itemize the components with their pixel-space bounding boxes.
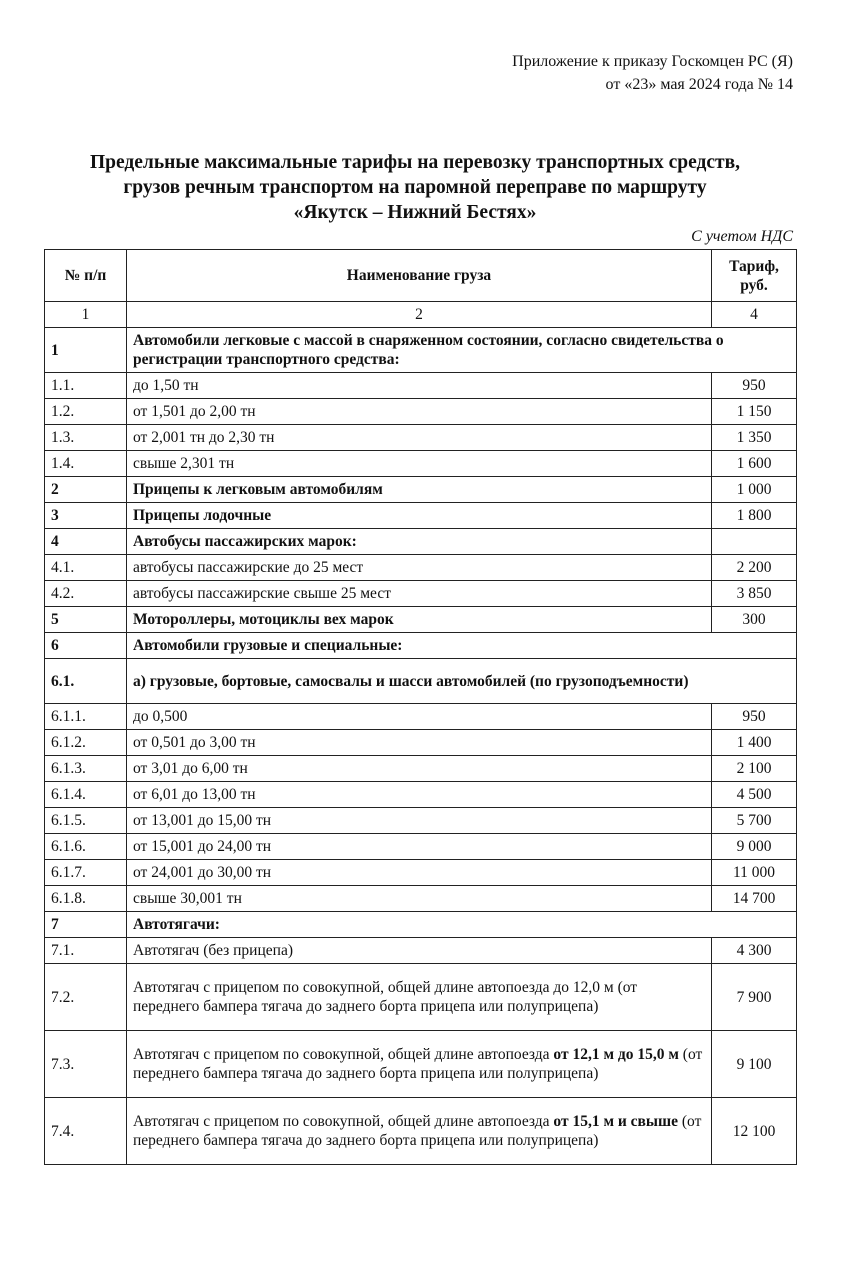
table-row — [45, 730, 797, 756]
row-num: 6.1. — [45, 659, 127, 704]
row-name: Автотягач с прицепом по совокупной, общей длине автопоезда до 12,0 м (от переднего бампера тягача до заднего борта прицепа или полуприцепа) — [127, 964, 712, 1031]
row-num: 6.1.2. — [45, 730, 127, 756]
column-number: 2 — [127, 302, 712, 328]
row-name: от 13,001 до 15,00 тн — [127, 808, 712, 834]
row-tariff: 950 — [712, 373, 797, 399]
table-row — [45, 633, 797, 659]
vat-note: С учетом НДС — [691, 228, 793, 245]
table-row — [45, 607, 797, 633]
header-name: Наименование груза — [127, 250, 712, 302]
table-row — [45, 886, 797, 912]
row-name-part: (от переднего бампера тягача до заднего борта прицепа или полуприцепа) — [133, 1113, 702, 1149]
header-tariff — [712, 250, 797, 302]
column-number-row — [45, 302, 797, 328]
row-tariff: 1 000 — [712, 477, 797, 503]
tariff-table — [44, 249, 797, 1165]
row-num: 6.1.8. — [45, 886, 127, 912]
table-header-row — [45, 250, 797, 302]
table-row — [45, 1098, 797, 1165]
table-row — [45, 808, 797, 834]
row-tariff: 9 000 — [712, 834, 797, 860]
column-number: 1 — [45, 302, 127, 328]
row-name: Автомобили грузовые и специальные: — [127, 633, 797, 659]
table-row — [45, 938, 797, 964]
row-name: Прицепы к легковым автомобилям — [127, 477, 712, 503]
table-row — [45, 451, 797, 477]
row-num: 1.3. — [45, 425, 127, 451]
row-num: 6.1.7. — [45, 860, 127, 886]
row-tariff — [712, 529, 797, 555]
row-name: от 6,01 до 13,00 тн — [127, 782, 712, 808]
title-line-3: «Якутск – Нижний Бестях» — [293, 202, 537, 223]
row-name: от 1,501 до 2,00 тн — [127, 399, 712, 425]
table-row — [45, 529, 797, 555]
row-tariff: 1 800 — [712, 503, 797, 529]
row-tariff: 1 600 — [712, 451, 797, 477]
table-row — [45, 477, 797, 503]
row-tariff: 2 200 — [712, 555, 797, 581]
row-tariff: 950 — [712, 704, 797, 730]
row-name-part: Автотягач с прицепом по совокупной, общей длине автопоезда — [133, 1046, 554, 1063]
row-name-part: Автотягач с прицепом по совокупной, общей длине автопоезда — [133, 1113, 554, 1130]
header-tariff-line-2: руб. — [740, 276, 768, 294]
row-num: 2 — [45, 477, 127, 503]
row-num: 6.1.4. — [45, 782, 127, 808]
row-name: Автобусы пассажирских марок: — [127, 529, 712, 555]
row-num: 7 — [45, 912, 127, 938]
table-row — [45, 1031, 797, 1098]
title-line-1: Предельные максимальные тарифы на перевозку транспортных средств, — [89, 152, 741, 173]
row-num: 1.4. — [45, 451, 127, 477]
row-name: до 1,50 тн — [127, 373, 712, 399]
header-num: № п/п — [45, 250, 127, 302]
document-title — [20, 150, 810, 225]
row-tariff: 5 700 — [712, 808, 797, 834]
table-row — [45, 912, 797, 938]
header-line-2: от «23» мая 2024 года № 14 — [605, 76, 793, 93]
table-row — [45, 373, 797, 399]
row-tariff: 1 350 — [712, 425, 797, 451]
row-tariff: 11 000 — [712, 860, 797, 886]
table-row — [45, 399, 797, 425]
row-name: от 15,001 до 24,00 тн — [127, 834, 712, 860]
row-num: 7.4. — [45, 1098, 127, 1165]
row-tariff: 7 900 — [712, 964, 797, 1031]
row-tariff: 2 100 — [712, 756, 797, 782]
row-name-highlight: от 12,1 м до 15,0 м — [553, 1046, 679, 1063]
document-header-reference — [373, 50, 793, 96]
row-name: свыше 2,301 тн — [127, 451, 712, 477]
table-row — [45, 834, 797, 860]
table-row — [45, 782, 797, 808]
row-tariff: 3 850 — [712, 581, 797, 607]
table-row — [45, 425, 797, 451]
row-tariff: 4 300 — [712, 938, 797, 964]
row-name: Автотягачи: — [127, 912, 797, 938]
row-tariff: 9 100 — [712, 1031, 797, 1098]
row-num: 7.2. — [45, 964, 127, 1031]
table-row — [45, 555, 797, 581]
row-name: автобусы пассажирские до 25 мест — [127, 555, 712, 581]
row-tariff: 4 500 — [712, 782, 797, 808]
table-row — [45, 860, 797, 886]
row-tariff: 1 400 — [712, 730, 797, 756]
title-line-2: грузов речным транспортом на паромной переправе по маршруту — [123, 177, 707, 198]
row-name: свыше 30,001 тн — [127, 886, 712, 912]
row-name: от 24,001 до 30,00 тн — [127, 860, 712, 886]
row-num: 1 — [45, 328, 127, 373]
table-row — [45, 581, 797, 607]
row-num: 1.1. — [45, 373, 127, 399]
row-num: 7.3. — [45, 1031, 127, 1098]
row-num: 3 — [45, 503, 127, 529]
row-num: 6 — [45, 633, 127, 659]
row-name: а) грузовые, бортовые, самосвалы и шасси автомобилей (по грузоподъемности) — [127, 659, 797, 704]
row-name-part: (от переднего бампера тягача до заднего борта прицепа или полуприцепа) — [133, 1046, 703, 1082]
table-row — [45, 756, 797, 782]
row-name: Автотягач (без прицепа) — [127, 938, 712, 964]
row-tariff: 300 — [712, 607, 797, 633]
row-name: автобусы пассажирские свыше 25 мест — [127, 581, 712, 607]
row-name: от 0,501 до 3,00 тн — [127, 730, 712, 756]
row-num: 6.1.5. — [45, 808, 127, 834]
row-num: 6.1.6. — [45, 834, 127, 860]
row-tariff: 1 150 — [712, 399, 797, 425]
header-tariff-line-1: Тариф, — [729, 257, 779, 275]
row-name: Автомобили легковые с массой в снаряженном состоянии, согласно свидетельства о регистрации транспортного средства: — [127, 328, 797, 373]
table-row — [45, 503, 797, 529]
row-tariff: 12 100 — [712, 1098, 797, 1165]
row-num: 6.1.3. — [45, 756, 127, 782]
row-name: Прицепы лодочные — [127, 503, 712, 529]
row-num: 4.2. — [45, 581, 127, 607]
column-number: 4 — [712, 302, 797, 328]
table-row — [45, 659, 797, 704]
table-row — [45, 964, 797, 1031]
row-tariff: 14 700 — [712, 886, 797, 912]
row-name: от 2,001 тн до 2,30 тн — [127, 425, 712, 451]
row-name: до 0,500 — [127, 704, 712, 730]
row-name-highlight: от 15,1 м и свыше — [553, 1113, 678, 1130]
row-name — [127, 1098, 712, 1165]
row-num: 4.1. — [45, 555, 127, 581]
table-row — [45, 704, 797, 730]
row-name: Мотороллеры, мотоциклы вех марок — [127, 607, 712, 633]
header-line-1: Приложение к приказу Госкомцен РС (Я) — [512, 53, 793, 70]
row-name: от 3,01 до 6,00 тн — [127, 756, 712, 782]
row-num: 1.2. — [45, 399, 127, 425]
row-num: 5 — [45, 607, 127, 633]
row-num: 6.1.1. — [45, 704, 127, 730]
table-row — [45, 328, 797, 373]
row-num: 7.1. — [45, 938, 127, 964]
row-name — [127, 1031, 712, 1098]
row-num: 4 — [45, 529, 127, 555]
